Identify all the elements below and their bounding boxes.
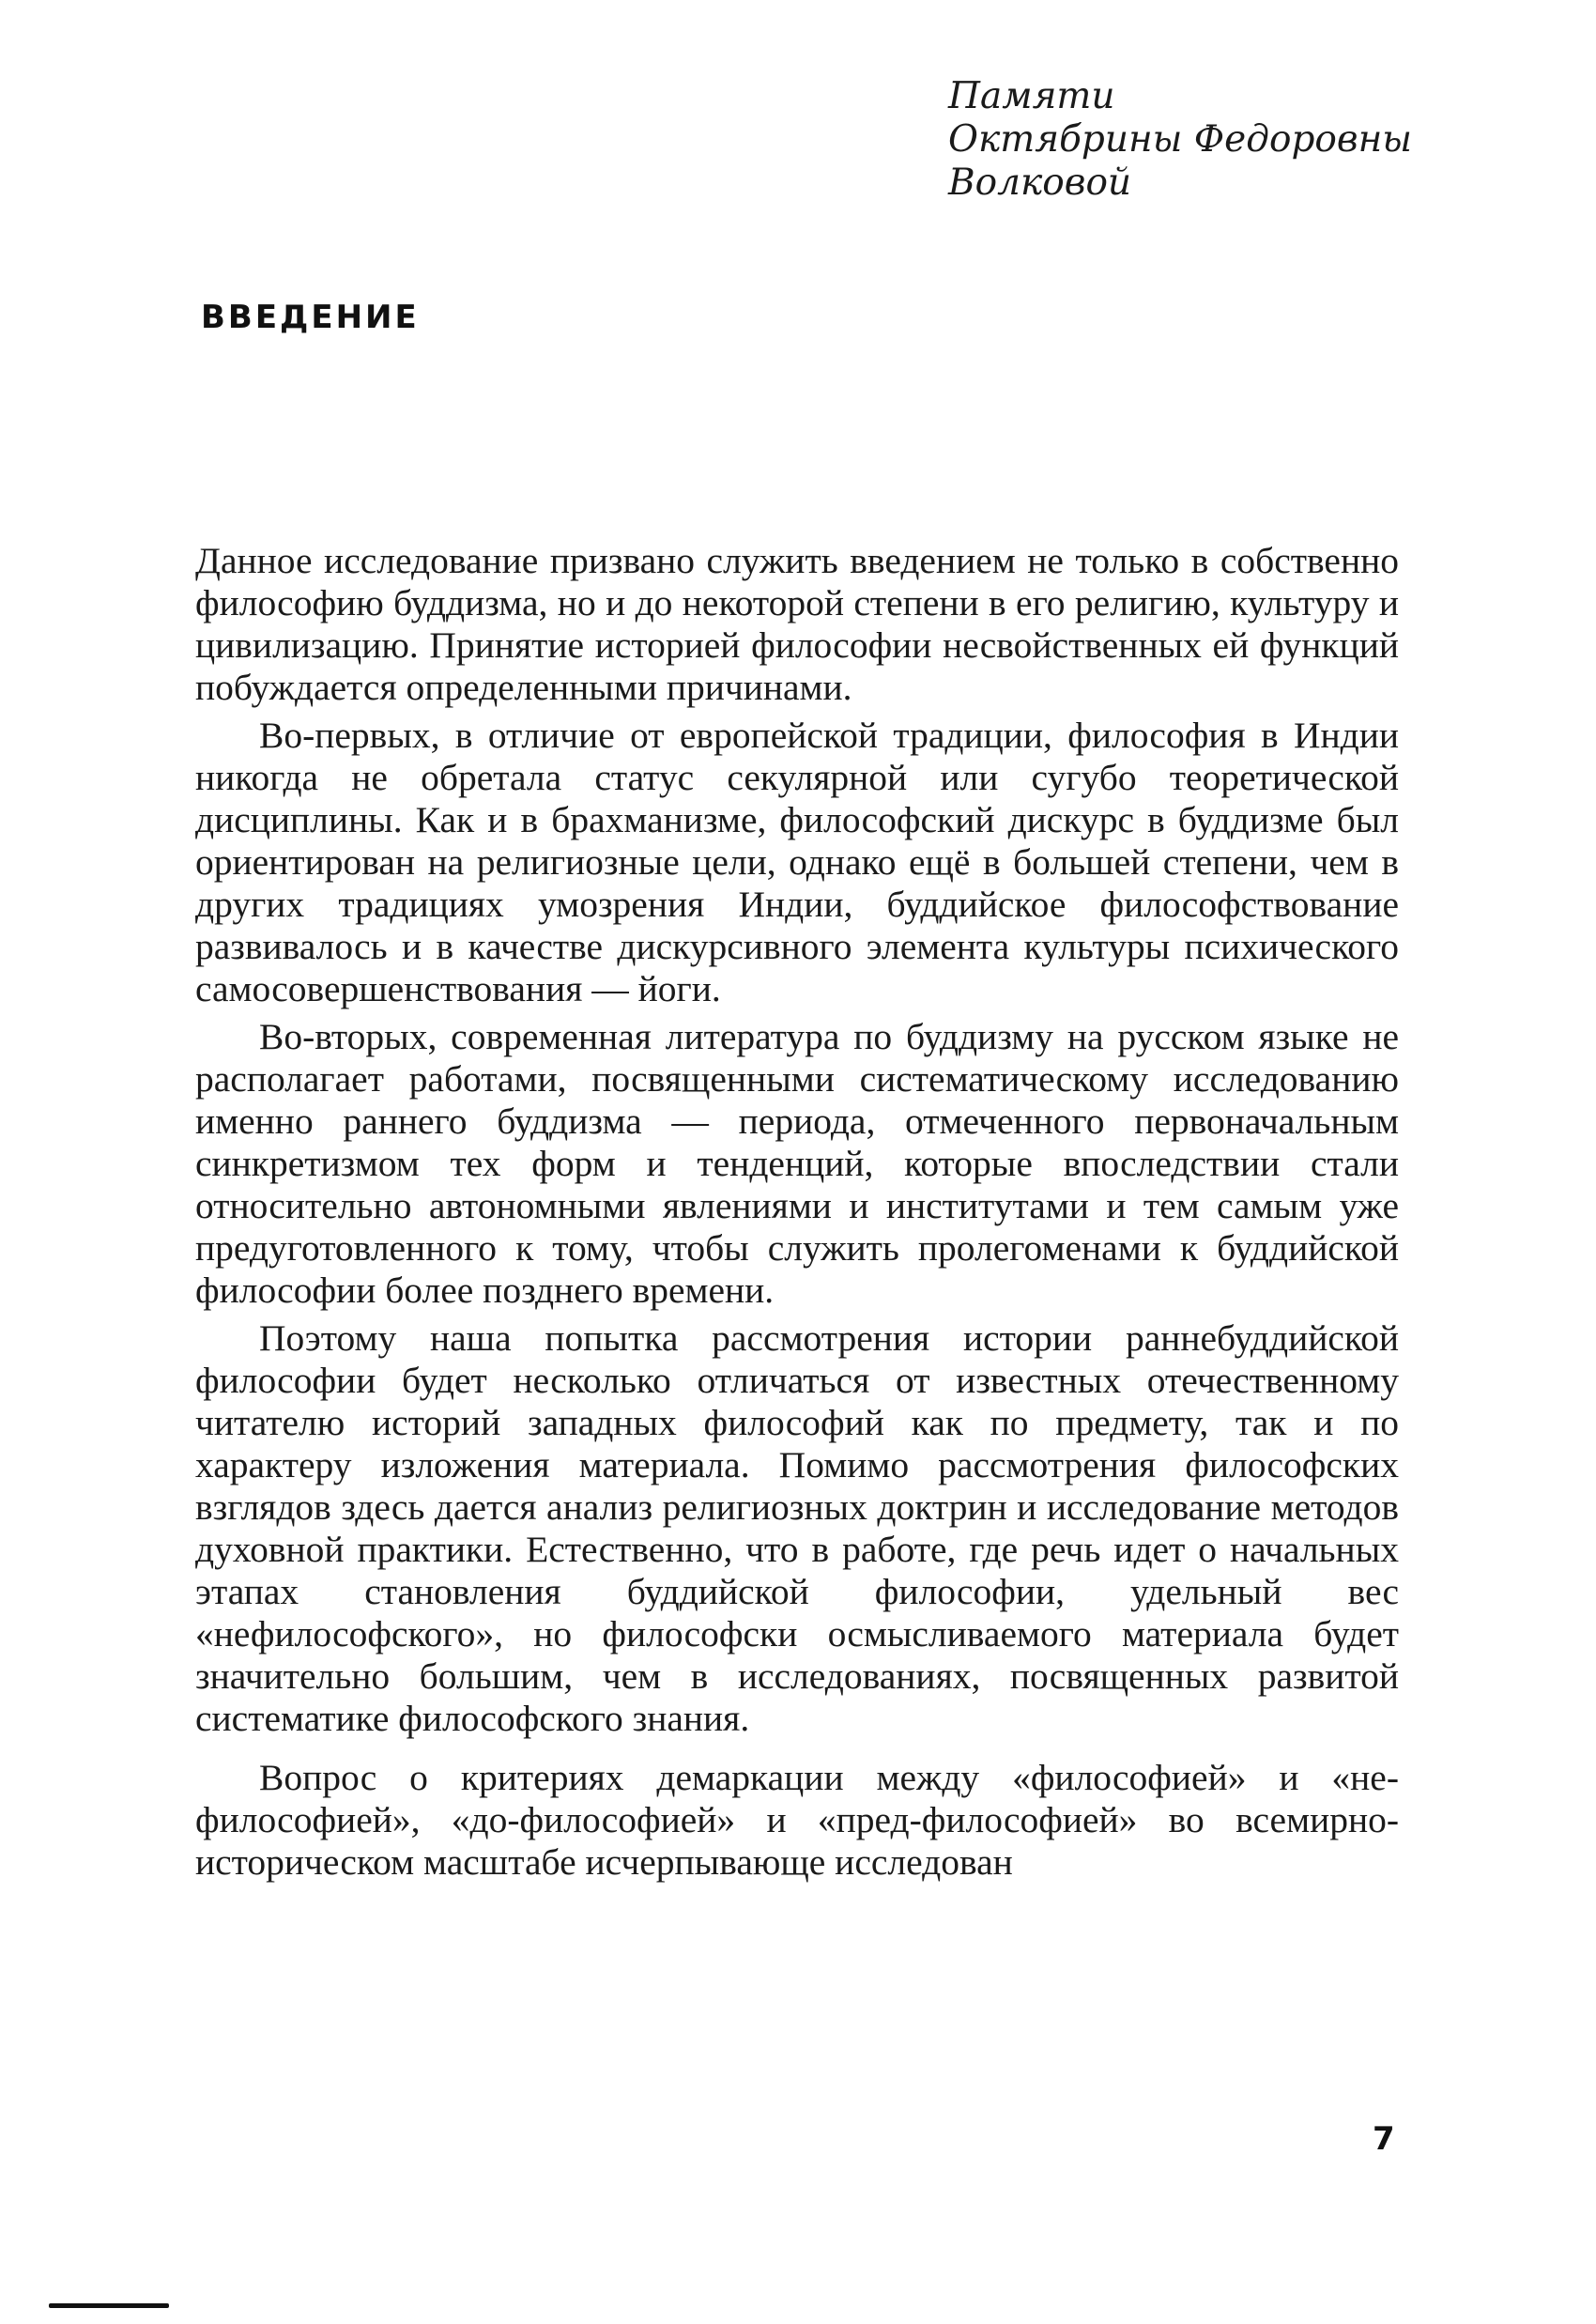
paragraph-1: Данное исследование призвано служить введением не только в собственно философию буддизма, но и до некоторой степени в его религию, культуру и цивилизацию. Принятие историей философии несвойственных ей функций побуждается определенными причинами. — [195, 540, 1399, 708]
dedication-line-1: Памяти — [948, 75, 1115, 117]
chapter-title: ВВЕДЕНИЕ — [201, 299, 420, 336]
dedication — [948, 75, 1530, 205]
paragraph-3: Во-вторых, современная литература по буддизму на русском языке не располагает работами, посвященными систематическому исследованию именно раннего буддизма — периода, отмеченного первоначальным синкретизмом тех форм и тенденций, которые впоследствии стали относительно автономными явлениями и институтами и тем самым уже предуготовленного к тому, чтобы служить пролегоменами к буддийской философии более позднего времени. — [195, 1016, 1399, 1311]
dedication-line-2: Октябрины Федоровны — [948, 118, 1413, 161]
page-number: 7 — [1373, 2120, 1395, 2158]
paragraph-4: Поэтому наша попытка рассмотрения истории раннебуддийской философии будет несколько отличаться от известных отечественному читателю историй западных философий как по предмету, так и по характеру изложения материала. Помимо рассмотрения философских взглядов здесь дается анализ религиозных доктрин и исследование методов духовной практики. Естественно, что в работе, где речь идет о начальных этапах становления буддийской философии, удельный вес «нефилософского», но философски осмысливаемого материала будет значительно большим, чем в исследованиях, посвященных развитой систематике философского знания. — [195, 1317, 1399, 1739]
dedication-line-3: Волковой — [948, 162, 1132, 204]
scan-edge-mark — [49, 2303, 169, 2308]
paragraph-5: Вопрос о критериях демаркации между «философией» и «не-философией», «до-философией» и «пред-философией» во всемирно-историческом масштабе исчерпывающе исследован — [195, 1757, 1399, 1883]
paragraph-2: Во-первых, в отличие от европейской традиции, философия в Индии никогда не обретала статус секулярной или сугубо теоретической дисциплины. Как и в брахманизме, философский дискурс в буддизме был ориентирован на религиозные цели, однако ещё в большей степени, чем в других традициях умозрения Индии, буддийское философствование развивалось и в качестве дискурсивного элемента культуры психического самосовершенствования — йоги. — [195, 715, 1399, 1009]
body-text — [195, 540, 1399, 1884]
